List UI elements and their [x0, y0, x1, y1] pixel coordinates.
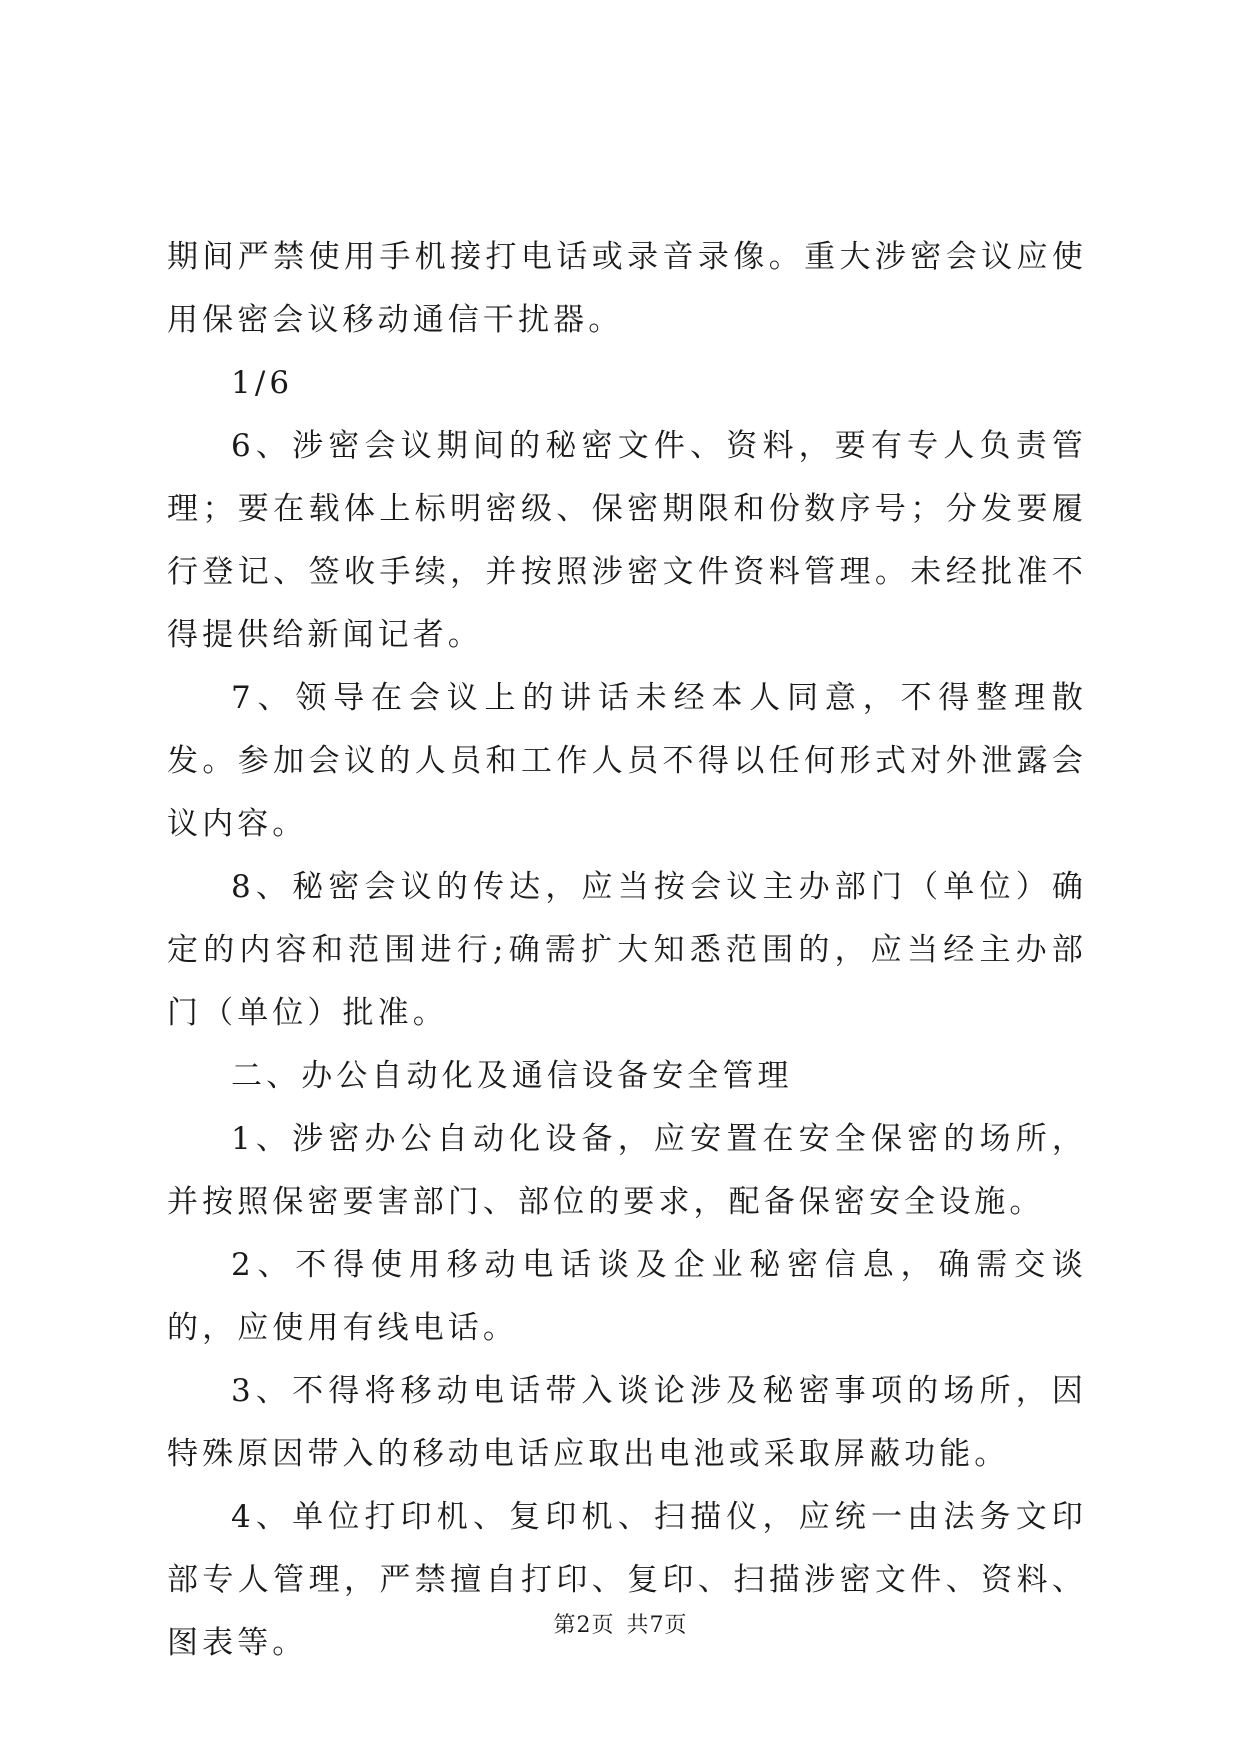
paragraph-page-marker: 1/6 [231, 365, 294, 401]
section-heading-office-automation: 二、办公自动化及通信设备安全管理 [231, 1058, 793, 1094]
paragraph-continuation: 期间严禁使用手机接打电话或录音录像。重大涉密会议应使用保密会议移动通信干扰器。 [167, 239, 1087, 338]
paragraph-item-8: 8、秘密会议的传达，应当按会议主办部门（单位）确定的内容和范围进行;确需扩大知悉范围的，应当经主办部门（单位）批准。 [167, 869, 1087, 1031]
document-body [167, 226, 1087, 1675]
paragraph-oa-item-2: 2、不得使用移动电话谈及企业秘密信息，确需交谈的，应使用有线电话。 [167, 1247, 1087, 1346]
paragraph-item-7: 7、领导在会议上的讲话未经本人同意，不得整理散发。参加会议的人员和工作人员不得以任何形式对外泄露会议内容。 [167, 680, 1087, 842]
page-footer [0, 1608, 1241, 1639]
page-number-label: 第2页 [553, 1613, 615, 1638]
paragraph-item-6: 6、涉密会议期间的秘密文件、资料，要有专人负责管理；要在载体上标明密级、保密期限和份数序号；分发要履行登记、签收手续，并按照涉密文件资料管理。未经批准不得提供给新闻记者。 [167, 428, 1087, 653]
page-total-label: 共7页 [626, 1613, 688, 1638]
paragraph-oa-item-1: 1、涉密办公自动化设备，应安置在安全保密的场所，并按照保密要害部门、部位的要求，配备保密安全设施。 [167, 1121, 1087, 1220]
paragraph-oa-item-4: 4、单位打印机、复印机、扫描仪，应统一由法务文印部专人管理，严禁擅自打印、复印、扫描涉密文件、资料、图表等。 [167, 1499, 1087, 1661]
paragraph-oa-item-3: 3、不得将移动电话带入谈论涉及秘密事项的场所，因特殊原因带入的移动电话应取出电池或采取屏蔽功能。 [167, 1373, 1087, 1472]
